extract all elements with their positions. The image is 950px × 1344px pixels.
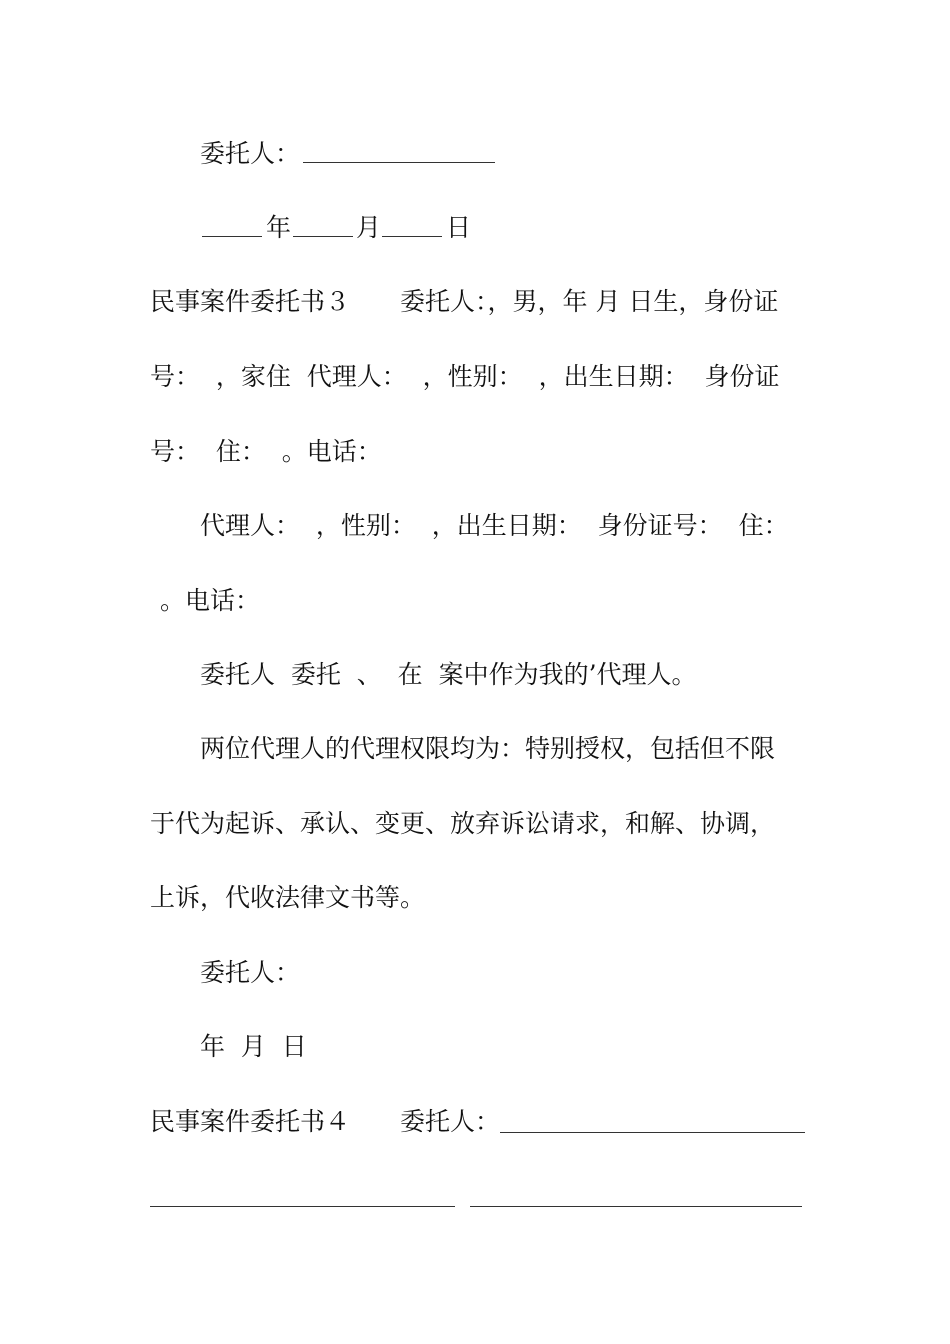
paragraph-line: 号： 住： 。电话： <box>150 437 382 466</box>
principal-label: 委托人： <box>200 139 301 168</box>
paragraph-line: 代理人： ，性别： ，出生日期： 身份证号： 住： <box>200 511 789 540</box>
date-line: 年 月 日 <box>200 1032 307 1061</box>
section-3-heading-line: 民事案件委托书３ 委托人：，男，年 月 日生，身份证 <box>150 287 779 316</box>
principal-blank-line <box>303 162 495 163</box>
blank-line <box>150 1206 455 1207</box>
paragraph-line: 委托人 委托 、 在 案中作为我的’代理人。 <box>200 660 697 689</box>
principal-signature-label: 委托人： <box>200 958 301 987</box>
paragraph-line: 上诉，代收法律文书等。 <box>150 883 426 912</box>
section-4-heading-line: 民事案件委托书４ 委托人： <box>150 1107 501 1136</box>
month-blank-line <box>293 236 353 237</box>
day-label: 日 <box>446 213 472 242</box>
paragraph-line: 号： ，家住 代理人： ，性别： ，出生日期： 身份证 <box>150 362 780 391</box>
paragraph-line: 。电话： <box>160 586 261 615</box>
month-label: 月 <box>356 213 382 242</box>
day-blank-line <box>382 236 442 237</box>
year-blank-line <box>202 236 262 237</box>
principal-blank-line <box>500 1132 805 1133</box>
blank-line <box>470 1206 802 1207</box>
paragraph-line: 于代为起诉、承认、变更、放弃诉讼请求，和解、协调， <box>150 809 776 838</box>
year-label: 年 <box>266 213 292 242</box>
paragraph-line: 两位代理人的代理权限均为：特别授权，包括但不限 <box>200 734 776 763</box>
